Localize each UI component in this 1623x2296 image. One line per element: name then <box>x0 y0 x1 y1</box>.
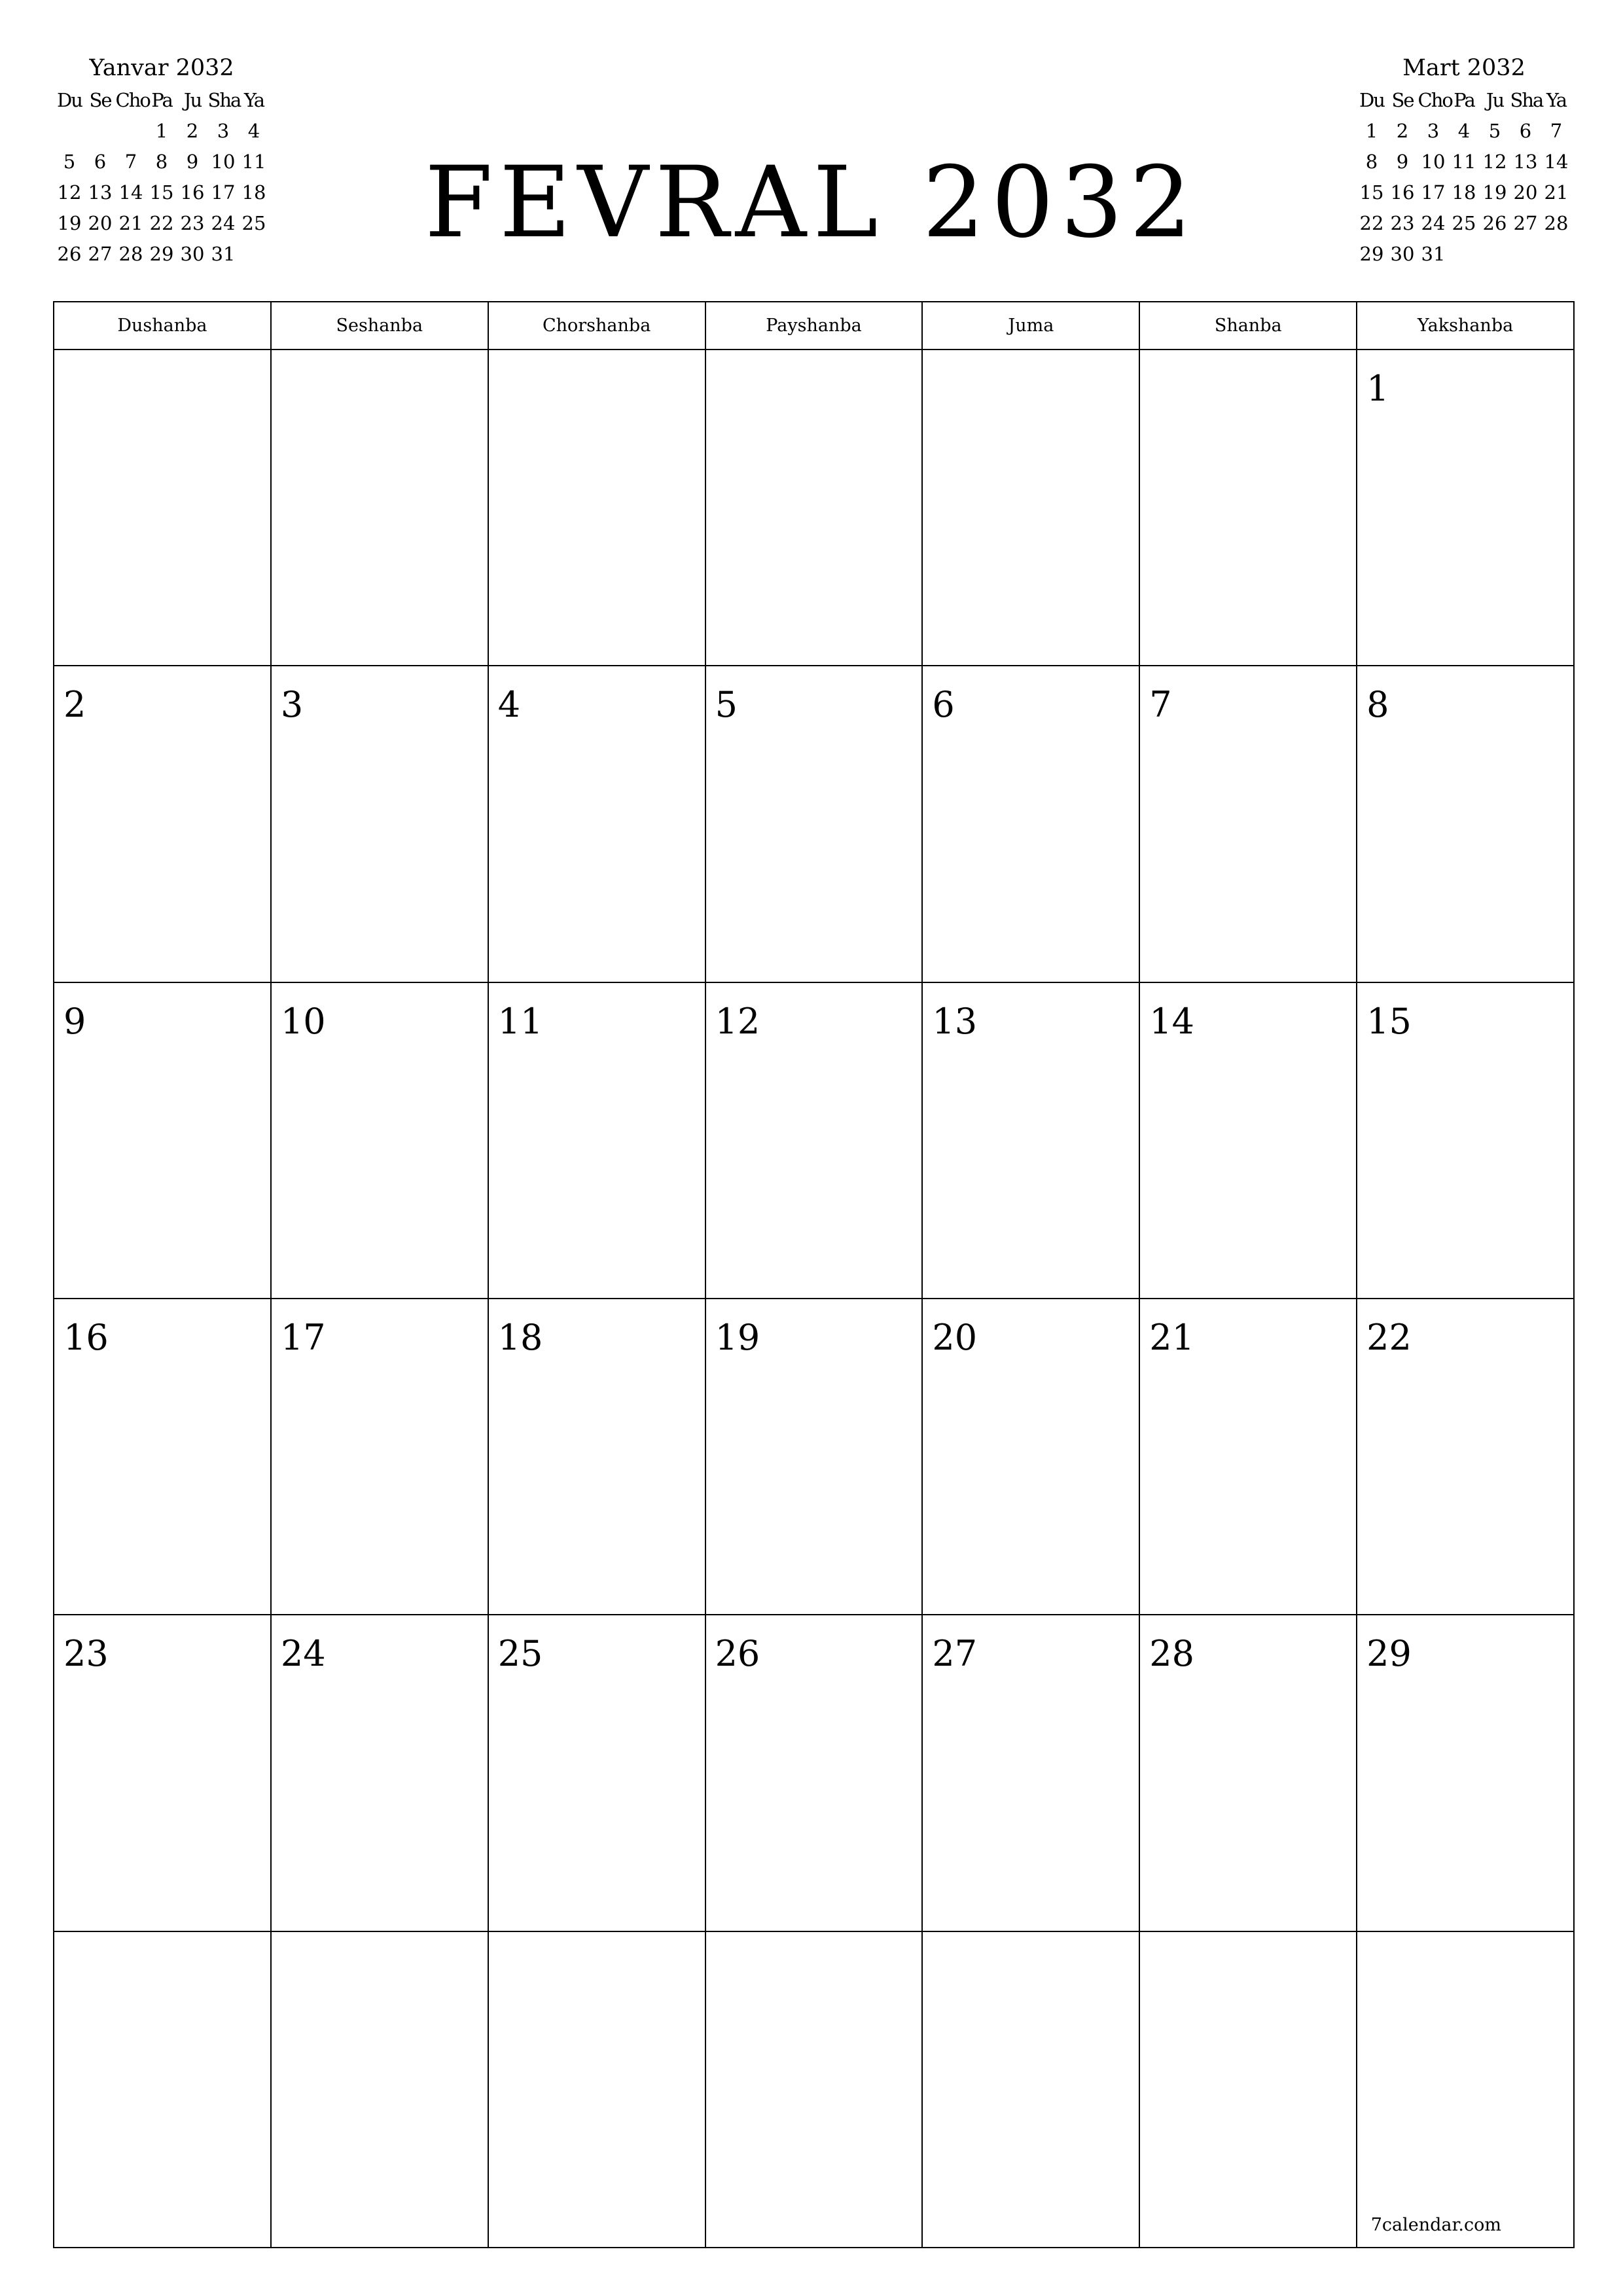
day-cell <box>1357 1299 1575 1615</box>
mini-day: 24 <box>211 212 236 234</box>
weekday-header: Seshanba <box>272 302 489 350</box>
day-cell <box>1140 350 1357 666</box>
mini-weekday: Ya <box>243 89 264 111</box>
day-number: 25 <box>497 1633 543 1675</box>
day-number: 12 <box>715 1000 760 1042</box>
day-cell <box>272 666 489 982</box>
day-number: 16 <box>63 1317 109 1358</box>
day-number: 1 <box>1366 368 1389 409</box>
mini-day: 16 <box>1390 181 1415 204</box>
site-credit: 7calendar.com <box>1370 2215 1501 2235</box>
mini-day: 21 <box>118 212 143 234</box>
mini-day: 25 <box>1452 212 1476 234</box>
day-number: 15 <box>1366 1000 1412 1042</box>
day-cell <box>706 1299 923 1615</box>
day-cell <box>1357 666 1575 982</box>
day-cell <box>706 983 923 1299</box>
mini-weekday: Cho <box>1418 89 1452 111</box>
mini-day <box>116 116 147 147</box>
day-number: 19 <box>715 1317 760 1358</box>
weekday-header: Juma <box>923 302 1140 350</box>
day-number: 14 <box>1149 1000 1194 1042</box>
weekday-header: Yakshanba <box>1357 302 1575 350</box>
mini-weekday: Ju <box>1486 89 1504 111</box>
day-cell <box>706 1932 923 2248</box>
mini-day: 7 <box>1550 120 1563 142</box>
day-number: 2 <box>63 684 86 726</box>
month-calendar-grid <box>53 301 1575 2248</box>
mini-day: 19 <box>57 212 82 234</box>
mini-day: 4 <box>1457 120 1471 142</box>
mini-day: 31 <box>211 243 236 265</box>
mini-day: 18 <box>241 181 266 204</box>
day-cell <box>489 1299 706 1615</box>
day-cell <box>706 666 923 982</box>
mini-weekday: Ju <box>183 89 202 111</box>
mini-day: 12 <box>1482 151 1507 173</box>
mini-day: 27 <box>88 243 113 265</box>
mini-day: 16 <box>180 181 205 204</box>
mini-day: 8 <box>155 151 168 173</box>
day-number: 11 <box>497 1000 543 1042</box>
day-number: 5 <box>715 684 738 726</box>
day-cell <box>272 1615 489 1931</box>
day-number: 7 <box>1149 684 1172 726</box>
day-number: 13 <box>932 1000 978 1042</box>
mini-day: 20 <box>1513 181 1538 204</box>
mini-day: 5 <box>63 151 76 173</box>
day-number: 23 <box>63 1633 109 1675</box>
mini-weekday: Pa <box>1454 89 1474 111</box>
day-cell <box>1140 983 1357 1299</box>
mini-day: 11 <box>1452 151 1476 173</box>
mini-day: 17 <box>1421 181 1446 204</box>
day-cell <box>489 983 706 1299</box>
mini-day: 26 <box>57 243 82 265</box>
day-cell <box>1357 350 1575 666</box>
mini-day: 24 <box>1421 212 1446 234</box>
mini-day: 29 <box>1359 243 1384 265</box>
day-cell <box>1140 1299 1357 1615</box>
mini-day: 28 <box>118 243 143 265</box>
day-cell <box>54 983 272 1299</box>
mini-day: 3 <box>1427 120 1440 142</box>
day-cell <box>1357 983 1575 1299</box>
day-cell <box>272 983 489 1299</box>
day-cell <box>489 1932 706 2248</box>
day-number: 9 <box>63 1000 86 1042</box>
day-cell <box>54 1615 272 1931</box>
mini-day: 13 <box>88 181 113 204</box>
mini-day: 1 <box>1365 120 1378 142</box>
mini-day: 7 <box>124 151 137 173</box>
day-cell <box>923 1932 1140 2248</box>
mini-day: 8 <box>1365 151 1378 173</box>
mini-day: 2 <box>186 120 199 142</box>
mini-weekday: Sha <box>207 89 241 111</box>
mini-calendar-title: Mart 2032 <box>1402 55 1525 81</box>
mini-day: 13 <box>1513 151 1538 173</box>
mini-day: 22 <box>1359 212 1384 234</box>
day-number: 10 <box>280 1000 326 1042</box>
day-cell <box>54 666 272 982</box>
mini-day: 21 <box>1544 181 1569 204</box>
mini-weekday: Cho <box>115 89 150 111</box>
mini-day: 3 <box>217 120 230 142</box>
mini-day: 2 <box>1396 120 1409 142</box>
weekday-header: Dushanba <box>54 302 272 350</box>
mini-day: 26 <box>1482 212 1507 234</box>
mini-day <box>54 116 85 147</box>
day-number: 27 <box>932 1633 978 1675</box>
day-cell <box>489 666 706 982</box>
day-number: 4 <box>497 684 521 726</box>
day-number: 21 <box>1149 1317 1194 1358</box>
mini-day: 23 <box>1390 212 1415 234</box>
mini-day: 6 <box>94 151 107 173</box>
mini-weekday: Pa <box>151 89 172 111</box>
page-title: FEVRAL 2032 <box>424 146 1199 260</box>
day-number: 24 <box>280 1633 326 1675</box>
mini-day <box>85 116 116 147</box>
day-number: 20 <box>932 1317 978 1358</box>
day-cell <box>923 1615 1140 1931</box>
mini-day: 23 <box>180 212 205 234</box>
day-number: 28 <box>1149 1633 1194 1675</box>
day-cell <box>1357 1932 1575 2248</box>
weekday-header: Payshanba <box>706 302 923 350</box>
mini-day: 20 <box>88 212 113 234</box>
day-cell <box>54 1932 272 2248</box>
day-cell <box>489 1615 706 1931</box>
day-cell <box>272 1932 489 2248</box>
mini-day: 22 <box>149 212 174 234</box>
mini-day: 14 <box>1544 151 1569 173</box>
mini-day: 17 <box>211 181 236 204</box>
mini-weekday: Ya <box>1546 89 1567 111</box>
mini-day: 19 <box>1482 181 1507 204</box>
mini-day: 5 <box>1488 120 1501 142</box>
mini-weekday: Du <box>1359 89 1384 111</box>
mini-day: 15 <box>1359 181 1384 204</box>
mini-day: 18 <box>1452 181 1476 204</box>
day-cell <box>272 350 489 666</box>
mini-day: 30 <box>180 243 205 265</box>
mini-calendar-title: Yanvar 2032 <box>89 55 234 81</box>
day-cell <box>489 350 706 666</box>
day-cell <box>923 983 1140 1299</box>
day-cell <box>706 1615 923 1931</box>
mini-day: 27 <box>1513 212 1538 234</box>
mini-day: 10 <box>1421 151 1446 173</box>
mini-day: 15 <box>149 181 174 204</box>
day-cell <box>54 1299 272 1615</box>
day-cell <box>923 1299 1140 1615</box>
day-cell <box>1140 1615 1357 1931</box>
day-number: 22 <box>1366 1317 1412 1358</box>
day-cell <box>706 350 923 666</box>
mini-day: 6 <box>1519 120 1532 142</box>
day-cell <box>1140 666 1357 982</box>
day-cell <box>1357 1615 1575 1931</box>
day-number: 17 <box>280 1317 326 1358</box>
weekday-header: Shanba <box>1140 302 1357 350</box>
day-cell <box>272 1299 489 1615</box>
day-number: 8 <box>1366 684 1389 726</box>
day-number: 26 <box>715 1633 760 1675</box>
mini-day: 29 <box>149 243 174 265</box>
mini-weekday: Se <box>1391 89 1414 111</box>
mini-day: 10 <box>211 151 236 173</box>
weekday-header: Chorshanba <box>489 302 706 350</box>
mini-day: 28 <box>1544 212 1569 234</box>
mini-day: 25 <box>241 212 266 234</box>
mini-weekday: Du <box>57 89 82 111</box>
mini-day: 12 <box>57 181 82 204</box>
day-number: 6 <box>932 684 955 726</box>
mini-day: 1 <box>155 120 168 142</box>
day-cell <box>923 350 1140 666</box>
mini-weekday: Se <box>89 89 111 111</box>
mini-day: 4 <box>247 120 260 142</box>
mini-day: 11 <box>241 151 266 173</box>
mini-day: 9 <box>1396 151 1409 173</box>
day-number: 18 <box>497 1317 543 1358</box>
mini-day: 9 <box>186 151 199 173</box>
day-number: 29 <box>1366 1633 1412 1675</box>
mini-day: 14 <box>118 181 143 204</box>
mini-day: 30 <box>1390 243 1415 265</box>
day-cell <box>54 350 272 666</box>
mini-day: 31 <box>1421 243 1446 265</box>
mini-weekday: Sha <box>1510 89 1543 111</box>
day-cell <box>1140 1932 1357 2248</box>
day-number: 3 <box>280 684 304 726</box>
day-cell <box>923 666 1140 982</box>
